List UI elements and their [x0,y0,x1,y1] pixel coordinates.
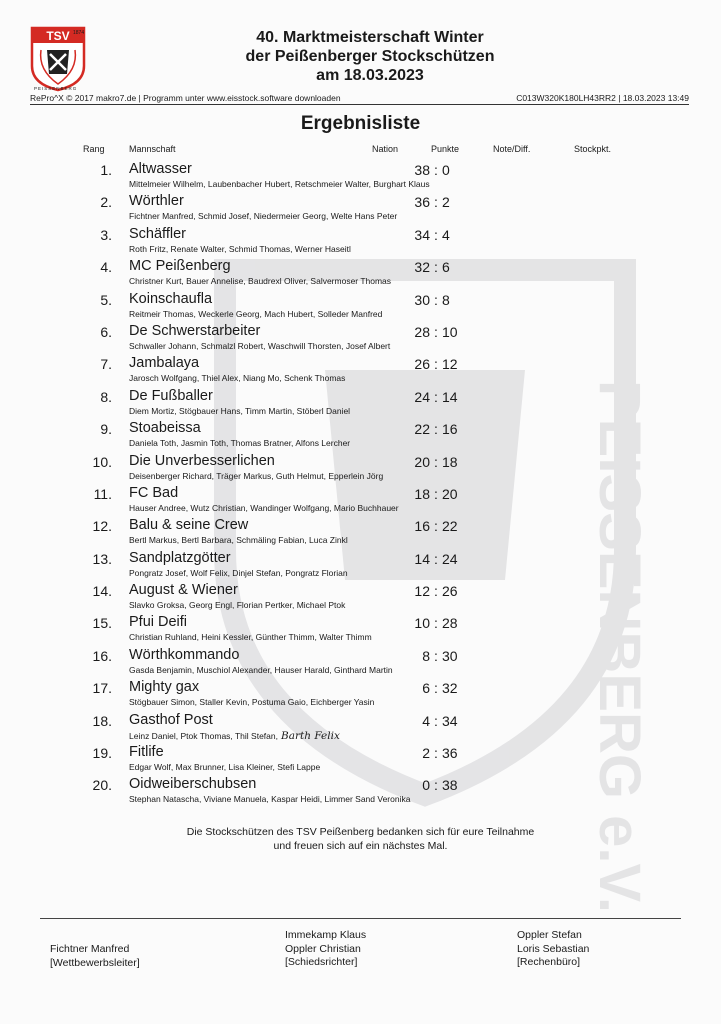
result-team-members [129,697,374,707]
result-team-members [129,665,393,675]
result-team-name: Stoabeissa [129,420,201,437]
members-text: Daniela Toth, Jasmin Toth, Thomas Bratner, Alfons Lercher [129,438,351,449]
members-text: Stephan Natascha, Viviane Manuela, Kaspar Heidi, Limmer Sand Veronika [129,794,411,805]
result-team-members [129,276,391,286]
result-team-name: Pfui Deifi [129,614,188,631]
members-text: Hauser Andree, Wutz Christian, Wandinger Wolfgang, Mario Buchhauer [129,502,399,513]
points-won: 22 [414,421,430,438]
points-lost: 0 [442,162,450,178]
points-separator: : [434,712,438,729]
points-won: 28 [414,323,430,340]
members-text: Edgar Wolf, Max Brunner, Lisa Kleiner, Stefi Lappe [129,762,321,773]
header-divider [30,104,689,105]
result-points [392,356,468,372]
points-won: 2 [422,745,430,762]
members-text: Fichtner Manfred, Schmid Josef, Niedermeier Georg, Welte Hans Peter [129,211,398,222]
result-row [0,613,721,645]
result-team-members [129,179,430,189]
result-row [0,743,721,775]
result-team-members [129,406,350,416]
result-rank: 4. [100,259,112,276]
result-rank: 7. [100,356,112,373]
members-text: Diem Mortiz, Stögbauer Hans, Timm Martin, Stöberl Daniel [129,405,351,416]
points-won: 30 [414,291,430,308]
result-row [0,484,721,516]
title-line-3: am 18.03.2023 [316,67,424,84]
result-team-name: Jambalaya [129,355,200,372]
points-lost: 8 [442,291,450,308]
members-text: Christner Kurt, Bauer Annelise, Baudrexl Oliver, Salvermoser Thomas [129,276,392,287]
members-text: Stögbauer Simon, Staller Kevin, Postuma Gaio, Eichberger Yasin [129,697,375,708]
points-lost: 28 [442,615,458,632]
result-rank: 6. [100,323,112,340]
points-separator: : [434,550,438,567]
result-rank: 18. [92,712,112,729]
result-rank: 15. [92,615,112,632]
points-separator: : [434,226,438,243]
points-separator: : [434,421,438,438]
result-points [392,486,468,502]
result-row [0,387,721,419]
points-separator: : [434,518,438,535]
signature-mid-name-1: Immekamp Klaus [285,929,367,941]
points-separator: : [434,777,438,794]
points-separator: : [434,194,438,211]
result-team-members [129,309,382,319]
result-row [0,646,721,678]
result-rank: 2. [100,194,112,211]
result-points [392,292,468,308]
column-punkte: Punkte [431,144,460,154]
result-team-members [129,471,383,481]
members-text: Gasda Benjamin, Muschiol Alexander, Hauser Harald, Ginthard Martin [129,664,393,675]
points-separator: : [434,259,438,276]
result-team-name: Fitlife [129,744,164,761]
points-won: 20 [414,453,430,470]
points-separator: : [434,615,438,632]
result-points [392,518,468,534]
result-team-name: MC Peißenberg [129,258,231,275]
points-won: 0 [422,777,430,794]
result-row [0,160,721,192]
signature-competition-leader [50,943,140,970]
title-line-1: 40. Marktmeisterschaft Winter [256,29,484,46]
result-team-name: Gasthof Post [129,711,213,728]
points-won: 12 [414,583,430,600]
result-rank: 8. [100,388,112,405]
result-team-name: Wörthkommando [129,646,240,663]
software-credit: RePro^X © 2017 makro7.de | Programm unter www.eisstock.software downloaden [30,93,341,103]
result-points [392,648,468,664]
result-points [392,551,468,567]
result-team-members [129,211,397,221]
points-won: 8 [422,647,430,664]
points-lost: 30 [442,647,458,664]
result-team-name: Wörthler [129,193,184,210]
result-team-name: Schäffler [129,225,186,242]
signature-scoring-office [517,929,589,970]
result-rank: 11. [93,485,112,502]
result-team-name: Die Unverbesserlichen [129,452,275,469]
result-rank: 1. [100,162,112,178]
signature-mid-name-2: Oppler Christian [285,942,361,955]
result-points [392,162,468,178]
result-team-name: De Schwerstarbeiter [129,322,261,339]
points-won: 16 [414,518,430,535]
points-lost: 38 [442,777,458,794]
points-lost: 6 [442,259,450,276]
result-rank: 9. [100,421,112,438]
points-lost: 12 [442,356,458,373]
points-lost: 26 [442,583,458,600]
members-text: Deisenberger Richard, Träger Markus, Guth Helmut, Epperlein Jörg [129,470,384,481]
points-lost: 34 [442,712,458,729]
result-row [0,419,721,451]
result-row [0,354,721,386]
result-row [0,711,721,743]
points-won: 4 [422,712,430,729]
result-points [392,227,468,243]
result-points [392,421,468,437]
result-row [0,225,721,257]
signature-divider [40,918,681,919]
watermark-text: PEISSENBERG e.V. [587,380,652,913]
column-mannschaft: Mannschaft [129,144,176,154]
result-rank: 5. [100,291,112,308]
thank-you-note [0,825,721,853]
points-lost: 2 [442,194,450,211]
result-points [392,194,468,210]
members-text: Pongratz Josef, Wolf Felix, Dinjel Stefan, Pongratz Florian [129,567,348,578]
result-points [392,745,468,761]
column-stockpkt: Stockpkt. [574,144,612,154]
result-rank: 3. [100,226,112,243]
result-team-members [129,244,351,254]
result-team-members [129,600,345,610]
points-separator: : [434,745,438,762]
points-won: 38 [414,162,430,178]
members-text: Slavko Groksa, Georg Engl, Florian Pertker, Michael Ptok [129,600,346,611]
points-lost: 36 [442,745,458,762]
competition-title [150,28,590,85]
signature-mid-role: [Schiedsrichter] [285,956,358,968]
points-lost: 10 [442,323,458,340]
logo-text: TSV [46,29,70,43]
result-team-name: De Fußballer [129,387,213,404]
result-row [0,775,721,807]
result-points [392,454,468,470]
result-rank: 16. [92,647,112,664]
points-separator: : [434,647,438,664]
points-lost: 16 [442,421,458,438]
points-won: 24 [414,388,430,405]
result-points [392,680,468,696]
result-rank: 17. [92,680,112,697]
points-won: 36 [414,194,430,211]
result-rank: 12. [92,518,112,535]
points-won: 6 [422,680,430,697]
results-list [0,160,721,808]
points-lost: 32 [442,680,458,697]
signature-right-name-2: Loris Sebastian [517,942,590,955]
result-row [0,290,721,322]
result-row [0,581,721,613]
result-team-members [129,373,345,383]
document-title: Ergebnisliste [300,113,421,134]
result-rank: 10. [92,453,112,470]
points-separator: : [434,485,438,502]
result-team-members [129,762,320,772]
members-text: Reitmeir Thomas, Weckerle Georg, Mach Hubert, Solleder Manfred [129,308,383,319]
points-won: 10 [414,615,430,632]
print-code-timestamp: C013W320K180LH43RR2 | 18.03.2023 13:49 [516,93,689,103]
result-row [0,257,721,289]
points-won: 18 [414,485,430,502]
points-lost: 4 [442,226,450,243]
result-row [0,322,721,354]
points-won: 26 [414,356,430,373]
points-won: 32 [414,259,430,276]
result-team-members [129,794,410,804]
result-points [392,777,468,793]
result-row [0,192,721,224]
result-points [392,615,468,631]
result-points [392,259,468,275]
result-team-members [129,568,348,578]
result-row [0,678,721,710]
members-text: Bertl Markus, Bertl Barbara, Schmäling Fabian, Luca Zinkl [129,535,348,546]
points-lost: 22 [442,518,458,535]
logo-year: 1874 [73,30,85,36]
result-team-name: Oidweiberschubsen [129,776,257,793]
result-rank: 13. [92,550,112,567]
points-separator: : [434,323,438,340]
thanks-line-2: und freuen sich auf ein nächstes Mal. [273,840,448,852]
result-team-members [129,730,340,742]
points-separator: : [434,388,438,405]
result-team-name: Koinschaufla [129,290,213,307]
points-separator: : [434,453,438,470]
result-team-name: Sandplatzgötter [129,549,231,566]
points-lost: 18 [442,453,458,470]
result-rank: 19. [92,745,112,762]
result-team-members [129,503,399,513]
result-team-members [129,535,348,545]
members-text: Roth Fritz, Renate Walter, Schmid Thomas, Werner Haseitl [129,243,351,254]
members-text: Mittelmeier Wilhelm, Laubenbacher Hubert, Retschmeier Walter, Burghart Klaus [129,179,430,189]
members-text: Leinz Daniel, Ptok Thomas, Thil Stefan, [129,730,278,741]
points-separator: : [434,291,438,308]
signature-right-name-1: Oppler Stefan [517,929,582,941]
signature-referees [285,929,366,970]
result-points [392,324,468,340]
result-rank: 14. [92,583,112,600]
column-nation: Nation [372,144,399,154]
points-separator: : [434,680,438,697]
signature-right-role: [Rechenbüro] [517,956,581,968]
result-team-name: August & Wiener [129,582,238,599]
members-text: Jarosch Wolfgang, Thiel Alex, Niang Mo, Schenk Thomas [129,373,346,384]
result-team-members [129,632,372,642]
points-won: 34 [414,226,430,243]
result-points [392,713,468,729]
result-team-members [129,341,390,351]
logo-subtext: PEISSENBERG [34,86,78,91]
result-points [392,389,468,405]
points-separator: : [434,583,438,600]
result-team-name: Mighty gax [129,679,200,696]
members-text: Schwaller Johann, Schmalzl Robert, Waschwill Thorsten, Josef Albert [129,340,391,351]
signature-left-name: Fichtner Manfred [50,943,130,955]
result-rank: 20. [92,777,112,794]
result-team-members [129,438,350,448]
column-note-diff: Note/Diff. [493,144,531,154]
result-team-name: Balu & seine Crew [129,517,249,534]
result-row [0,516,721,548]
thanks-line-1: Die Stockschützen des TSV Peißenberg bedanken sich für eure Teilnahme [186,826,535,838]
column-rang: Rang [83,144,105,154]
result-row [0,452,721,484]
points-lost: 14 [442,388,458,405]
points-separator: : [434,356,438,373]
result-team-name: Altwasser [129,161,192,177]
points-lost: 20 [442,485,458,502]
result-row [0,549,721,581]
result-points [392,583,468,599]
title-line-2: der Peißenberger Stockschützen [245,48,495,65]
signature-left-role: [Wettbewerbsleiter] [50,956,140,969]
result-team-name: FC Bad [129,484,179,501]
handwritten-member: Barth Felix [281,729,340,742]
points-separator: : [434,162,438,178]
points-won: 14 [414,550,430,567]
members-text: Christian Ruhland, Heini Kessler, Günther Thimm, Walter Thimm [129,632,372,643]
points-lost: 24 [442,550,458,567]
